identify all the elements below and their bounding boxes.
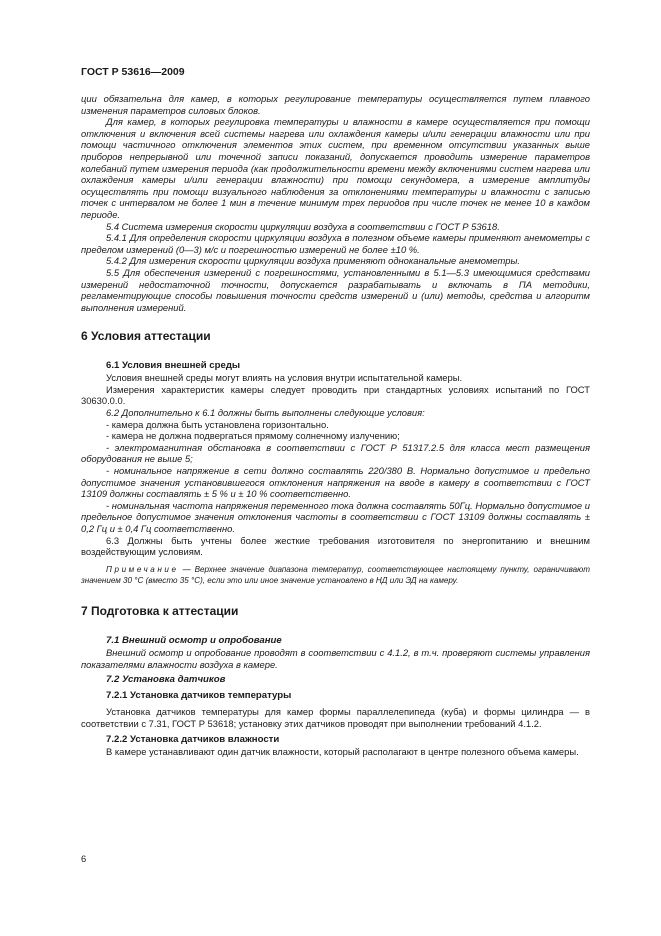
section-heading-7: 7 Подготовка к аттестации	[81, 603, 239, 618]
list-item: - камера не должна подвергаться прямому солнечному излучению;	[106, 430, 400, 442]
subsection-heading-6-1: 6.1 Условия внешней среды	[106, 360, 241, 372]
paragraph: 5.4.2 Для измерения скорости циркуляции воздуха применяют одноканальные анемометры.	[106, 255, 520, 267]
paragraph: 6.3 Должны быть учтены более жесткие требования изготовителя по энергопитанию и внешним воздействующим условиям.	[81, 534, 590, 558]
paragraph: 5.4 Система измерения скорости циркуляции воздуха в соответствии с ГОСТ Р 53618.	[106, 220, 500, 232]
paragraph: Измерения характеристик камеры следует проводить при стандартных условиях испытаний по ГОСТ 30630.0.0.	[81, 383, 590, 407]
list-item: - электромагнитная обстановка в соответствии с ГОСТ Р 51317.2.5 для класса мест размещения оборудования не выше 5;	[81, 441, 590, 465]
paragraph: 6.2 Дополнительно к 6.1 должны быть выполнены следующие условия:	[106, 407, 425, 419]
subsection-heading-7-2-1: 7.2.1 Установка датчиков температуры	[106, 690, 292, 702]
paragraph: 5.5 Для обеспечения измерений с погрешностями, установленными в 5.1—5.3 имеющимися средствами измерений недостаточной точности, допускается разрабатывать и включать в ПА методики, регламентирующие способы повышения точности средств измерений и (или) методы, средства и алгоритм выполнения измерений.	[81, 266, 590, 313]
section-heading-6: 6 Условия аттестации	[81, 329, 211, 344]
subsection-heading-7-2: 7.2 Установка датчиков	[106, 674, 226, 686]
list-item: - номинальное напряжение в сети должно составлять 220/380 В. Нормально допустимое и предельно допустимое значения установившегося отклонения напряжения на вводе в камеру в соответствии с ГОСТ 13109 должны составлять ± 5 % и ± 10 % соответственно.	[81, 465, 590, 500]
page-number: 6	[81, 853, 87, 864]
document-header: ГОСТ Р 53616—2009	[81, 66, 185, 78]
note	[81, 564, 590, 587]
document-body	[81, 93, 590, 758]
paragraph: Внешний осмотр и опробование проводят в соответствии с 4.1.2, в т.ч. проверяют системы управления показателями влажности воздуха в камере.	[81, 646, 590, 670]
paragraph: Условия внешней среды могут влиять на условия внутри испытательной камеры.	[106, 372, 463, 384]
list-item: - камера должна быть установлена горизонтально.	[106, 418, 329, 430]
list-item: - номинальная частота напряжения переменного тока должна составлять 50Гц. Нормально допустимое и предельное допустимое значения отклонения частоты в соответствии с ГОСТ 13109 должны составлять ± 0,2 Гц и ± 0,4 Гц соответственно.	[81, 499, 590, 534]
paragraph: Для камер, в которых регулировка температуры и влажности в камере осуществляется при помощи отключения и включения всей системы нагрева или охлаждения камеры и/или генерации влажности или при помощи частичного отключения элементов этих систем, при временном отсутствии указанных выше приборов непрерывной или точечной записи показаний, допускается проводить измерение параметров колебаний путем измерения периода (как продолжительности времени между включениями систем нагрева или охлаждения камеры и/или генерации влажности) при помощи секундомера, а измерение амплитуды осуществлять при помощи визуального наблюдения за отклонениями температуры и влажности с записью точек с интервалом не более 1 мин в течение минимум трех периодов при числе точек не менее 10 в каждом периоде.	[81, 116, 590, 220]
subsection-heading-7-2-2: 7.2.2 Установка датчиков влажности	[106, 734, 280, 746]
paragraph: 5.4.1 Для определения скорости циркуляции воздуха в полезном объеме камеры применяют анемометры с пределом измерений (0—3) м/с и погрешностью измерений не более ±10 %.	[81, 232, 590, 255]
note-text: — Верхнее значение диапазона температур, соответствующее настоящему пункту, ограничивают значением 30 °С (вместо 35 °С), если это или иное значение установлено в НД или ЭД на камеру.	[81, 564, 590, 586]
paragraph: Установка датчиков температуры для камер формы параллелепипеда (куба) и формы цилиндра — в соответствии с 7.31, ГОСТ Р 53618; установку этих датчиков проводят при выполнении требований 4.1.2.	[81, 706, 590, 729]
paragraph: ции обязательна для камер, в которых регулирование температуры осуществляется путем плавного изменения параметров силовых блоков.	[81, 93, 590, 116]
subsection-heading-7-1: 7.1 Внешний осмотр и опробование	[106, 634, 282, 646]
note-label: Примечание	[106, 564, 179, 574]
paragraph: В камере устанавливают один датчик влажности, который располагают в центре полезного объема камеры.	[106, 746, 579, 758]
